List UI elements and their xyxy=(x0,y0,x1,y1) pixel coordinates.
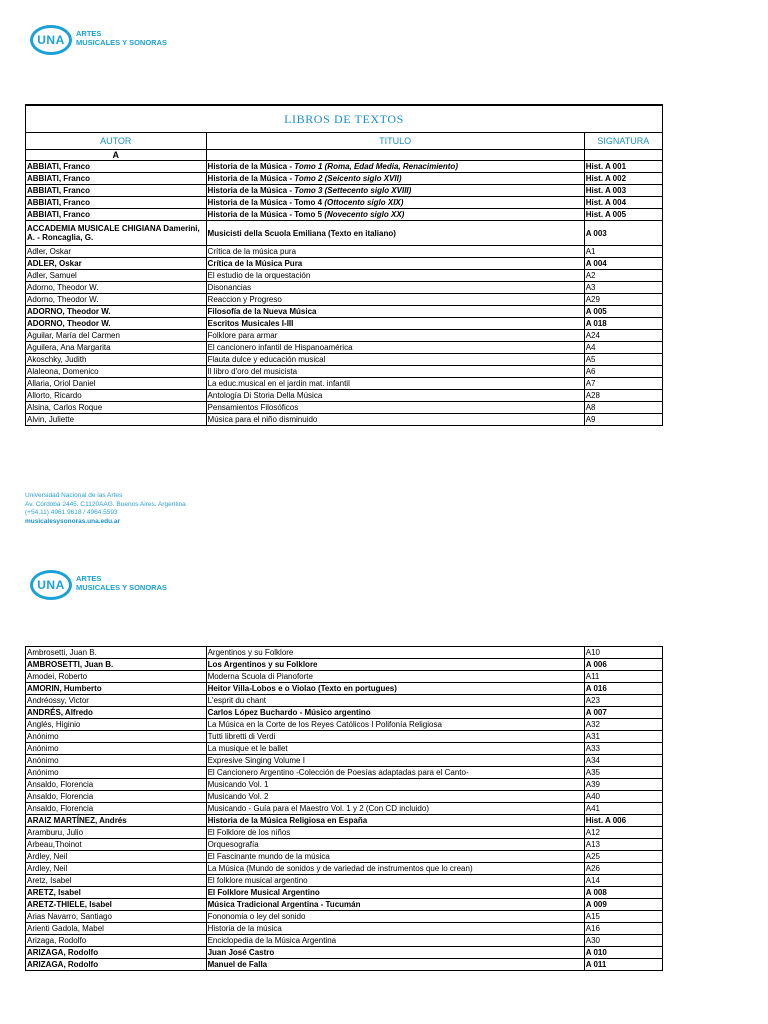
signature-cell: Hist. A 006 xyxy=(584,815,662,827)
author-cell: ABBIATI, Franco xyxy=(26,209,207,221)
title-cell: Musicando - Guía para el Maestro Vol. 1 y 2 (Con CD incluido) xyxy=(206,803,584,815)
title-text: Historia de la Música - xyxy=(207,161,295,171)
title-cell xyxy=(206,414,584,426)
title-cell xyxy=(206,330,584,342)
footer-name: Universidad Nacional de las Artes xyxy=(25,492,123,499)
brand-line-2: MUSICALES Y SONORAS xyxy=(76,583,167,592)
author-cell: Ardley, Neil xyxy=(26,863,207,875)
signature-cell: A8 xyxy=(584,402,662,414)
title-text: Escritos Musicales I-III xyxy=(207,318,294,328)
table-row xyxy=(26,647,663,659)
signature-cell: A33 xyxy=(584,743,662,755)
table-title: LIBROS DE TEXTOS xyxy=(26,105,663,133)
title-cell: Fononomia o ley del sonido xyxy=(206,911,584,923)
author-cell: Anónimo xyxy=(26,755,207,767)
table-row xyxy=(26,197,663,209)
signature-cell: Hist. A 002 xyxy=(584,173,662,185)
table-row xyxy=(26,342,663,354)
brand-line-1: ARTES xyxy=(76,574,102,583)
table-row xyxy=(26,185,663,197)
author-cell: Aretz, Isabel xyxy=(26,875,207,887)
signature-cell: A39 xyxy=(584,779,662,791)
title-text: Il libro d'oro del musicista xyxy=(207,366,298,376)
signature-cell: A11 xyxy=(584,671,662,683)
table-row xyxy=(26,923,663,935)
author-cell: Ansaldo, Florencia xyxy=(26,779,207,791)
signature-cell: A12 xyxy=(584,827,662,839)
title-text: La educ.musical en el jardin mat. infantil xyxy=(207,378,350,388)
author-cell: Anónimo xyxy=(26,767,207,779)
author-cell: Adorno, Theodor W. xyxy=(26,294,207,306)
title-cell: Tutti libretti di Verdi xyxy=(206,731,584,743)
table-row xyxy=(26,414,663,426)
signature-cell: A 016 xyxy=(584,683,662,695)
title-text: Música para el niño disminuido xyxy=(207,414,318,424)
signature-cell: A30 xyxy=(584,935,662,947)
author-cell: AMBROSETTI, Juan B. xyxy=(26,659,207,671)
table-row xyxy=(26,755,663,767)
table-row xyxy=(26,330,663,342)
author-cell: Ansaldo, Florencia xyxy=(26,803,207,815)
table-row xyxy=(26,863,663,875)
title-text: Historia de la Música - xyxy=(207,173,295,183)
title-cell: Orquesografía xyxy=(206,839,584,851)
table-row xyxy=(26,731,663,743)
table-row xyxy=(26,707,663,719)
table-row xyxy=(26,258,663,270)
title-cell: Música Tradicional Argentina - Tucumán xyxy=(206,899,584,911)
title-cell: La musique et le ballet xyxy=(206,743,584,755)
title-cell xyxy=(206,390,584,402)
table-row xyxy=(26,899,663,911)
table-row xyxy=(26,767,663,779)
author-cell: ARAIZ MARTÍNEZ, Andrés xyxy=(26,815,207,827)
signature-cell: A3 xyxy=(584,282,662,294)
author-cell: Ansaldo, Florencia xyxy=(26,791,207,803)
author-cell: AMORIN, Humberto xyxy=(26,683,207,695)
table-row xyxy=(26,935,663,947)
title-cell: La Música (Mundo de sonidos y de variedad de instrumentos que lo crean) xyxy=(206,863,584,875)
signature-cell: A2 xyxy=(584,270,662,282)
una-badge-icon: UNA xyxy=(30,570,72,600)
title-cell xyxy=(206,270,584,282)
title-cell: Los Argentinos y su Folklore xyxy=(206,659,584,671)
header-autor: AUTOR xyxy=(26,133,207,150)
title-text: Reaccion y Progreso xyxy=(207,294,282,304)
table-row xyxy=(26,815,663,827)
header-titulo: TITULO xyxy=(206,133,584,150)
table-row xyxy=(26,161,663,173)
footer-phone: (+54.11) 4961.9618 / 4964.5593 xyxy=(25,509,118,516)
signature-cell: A4 xyxy=(584,342,662,354)
author-cell: Arizaga, Rodolfo xyxy=(26,935,207,947)
author-cell: Amodei, Roberto xyxy=(26,671,207,683)
author-cell: Andréossy, Victor xyxy=(26,695,207,707)
author-cell: ARETZ, Isabel xyxy=(26,887,207,899)
author-cell: ACCADEMIA MUSICALE CHIGIANA Damerini, A. - Roncaglia, G. xyxy=(26,221,207,246)
signature-cell: A13 xyxy=(584,839,662,851)
title-cell: Juan José Castro xyxy=(206,947,584,959)
table-row xyxy=(26,695,663,707)
author-cell: ABBIATI, Franco xyxy=(26,185,207,197)
title-text: Disonancias xyxy=(207,282,252,292)
signature-cell: A23 xyxy=(584,695,662,707)
title-italic-text: Tomo 3 (Settecento siglo XVIII) xyxy=(294,185,412,195)
una-logo xyxy=(30,570,230,610)
signature-cell: A25 xyxy=(584,851,662,863)
signature-cell: Hist. A 004 xyxy=(584,197,662,209)
table-row xyxy=(26,366,663,378)
brand-line-2: MUSICALES Y SONORAS xyxy=(76,38,167,47)
title-cell: Historia de la música xyxy=(206,923,584,935)
title-cell: Manuel de Falla xyxy=(206,959,584,971)
author-cell: Arienti Gadola, Mabel xyxy=(26,923,207,935)
signature-cell: A1 xyxy=(584,246,662,258)
signature-cell: A 004 xyxy=(584,258,662,270)
title-cell: Historia de la Música Religiosa en España xyxy=(206,815,584,827)
author-cell: Aramburu, Julio xyxy=(26,827,207,839)
author-cell: Allaria, Oriol Daniel xyxy=(26,378,207,390)
signature-cell: A40 xyxy=(584,791,662,803)
table-row xyxy=(26,209,663,221)
table-row xyxy=(26,887,663,899)
author-cell: Alvin, Juliette xyxy=(26,414,207,426)
author-cell: ABBIATI, Franco xyxy=(26,161,207,173)
signature-cell: A 018 xyxy=(584,318,662,330)
title-cell: Argentinos y su Folklore xyxy=(206,647,584,659)
footer-address: Av. Córdoba 2445. C1120AAG. Buenos Aires. Argentina xyxy=(25,500,186,508)
title-cell: Expresive Singing Volume I xyxy=(206,755,584,767)
title-cell: El Folklore de los niños xyxy=(206,827,584,839)
author-cell: ARIZAGA, Rodolfo xyxy=(26,947,207,959)
una-logo xyxy=(30,25,230,65)
table-row xyxy=(26,318,663,330)
table-row xyxy=(26,246,663,258)
books-table-page-1 xyxy=(25,104,663,426)
signature-cell: Hist. A 001 xyxy=(584,161,662,173)
books-table-page-2 xyxy=(25,646,663,971)
title-cell xyxy=(206,246,584,258)
title-cell xyxy=(206,258,584,270)
signature-cell: A24 xyxy=(584,330,662,342)
table-row xyxy=(26,671,663,683)
signature-cell: A16 xyxy=(584,923,662,935)
title-cell: L'esprit du chant xyxy=(206,695,584,707)
signature-cell: A5 xyxy=(584,354,662,366)
author-cell: Adler, Oskar xyxy=(26,246,207,258)
brand-line-1: ARTES xyxy=(76,29,102,38)
signature-cell: Hist. A 005 xyxy=(584,209,662,221)
table-row xyxy=(26,791,663,803)
author-cell: ARETZ-THIELE, Isabel xyxy=(26,899,207,911)
table-row xyxy=(26,851,663,863)
title-cell: La Música en la Corte de los Reyes Católicos I Polifonía Religiosa xyxy=(206,719,584,731)
signature-cell: A 010 xyxy=(584,947,662,959)
author-cell: Aguilar, María del Carmen xyxy=(26,330,207,342)
signature-cell: A 006 xyxy=(584,659,662,671)
institution-footer xyxy=(25,492,325,526)
title-text: Historia de la Música - xyxy=(207,185,295,195)
table-row xyxy=(26,683,663,695)
signature-cell: A 007 xyxy=(584,707,662,719)
title-text: Flauta dulce y educación musical xyxy=(207,354,326,364)
signature-cell: A35 xyxy=(584,767,662,779)
table-row xyxy=(26,402,663,414)
title-cell xyxy=(206,354,584,366)
author-cell: Adler, Samuel xyxy=(26,270,207,282)
title-cell xyxy=(206,173,584,185)
author-cell: Aguilera, Ana Margarita xyxy=(26,342,207,354)
title-cell xyxy=(206,402,584,414)
title-text: Historia de la Música - Tomo 4 xyxy=(207,197,325,207)
signature-cell: A7 xyxy=(584,378,662,390)
title-cell xyxy=(206,209,584,221)
signature-cell: A10 xyxy=(584,647,662,659)
title-text: Pensamientos Filosóficos xyxy=(207,402,299,412)
signature-cell: A 003 xyxy=(584,221,662,246)
una-badge-icon: UNA xyxy=(30,25,72,55)
table-row xyxy=(26,947,663,959)
title-cell xyxy=(206,221,584,246)
title-cell xyxy=(206,366,584,378)
title-text: El estudio de la orquestación xyxy=(207,270,311,280)
title-text: El cancionero infantil de Hispanoamérica xyxy=(207,342,353,352)
table-row xyxy=(26,827,663,839)
author-cell: Anónimo xyxy=(26,731,207,743)
title-text: Folklore para armar xyxy=(207,330,278,340)
table-row xyxy=(26,173,663,185)
table-row xyxy=(26,306,663,318)
title-cell xyxy=(206,197,584,209)
signature-cell: A 008 xyxy=(584,887,662,899)
title-italic-text: Tomo 1 (Roma, Edad Media, Renacimiento) xyxy=(294,161,458,171)
title-cell xyxy=(206,318,584,330)
signature-cell: A34 xyxy=(584,755,662,767)
author-cell: Adorno, Theodor W. xyxy=(26,282,207,294)
title-text: Crítica de la música pura xyxy=(207,246,297,256)
author-cell: Ambrosetti, Juan B. xyxy=(26,647,207,659)
footer-website-link[interactable]: musicalesysonoras.una.edu.ar xyxy=(25,517,121,525)
author-cell: Alsina, Carlos Roque xyxy=(26,402,207,414)
title-italic-text: (Ottocento siglo XIX) xyxy=(324,197,404,207)
table-row xyxy=(26,779,663,791)
table-row xyxy=(26,390,663,402)
signature-cell: A31 xyxy=(584,731,662,743)
signature-cell: A 009 xyxy=(584,899,662,911)
author-cell: Arias Navarro, Santiago xyxy=(26,911,207,923)
title-text: Crítica de la Música Pura xyxy=(207,258,303,268)
title-cell xyxy=(206,294,584,306)
author-cell: Alaleona, Domenico xyxy=(26,366,207,378)
title-cell: Enciclopedia de la Música Argentina xyxy=(206,935,584,947)
author-cell: ADORNO, Theodor W. xyxy=(26,318,207,330)
signature-cell: A15 xyxy=(584,911,662,923)
header-signatura: SIGNATURA xyxy=(584,133,662,150)
title-italic-text: Tomo 2 (Seicento siglo XVII) xyxy=(294,173,402,183)
title-cell: El folklore musical argentino xyxy=(206,875,584,887)
author-cell: ABBIATI, Franco xyxy=(26,197,207,209)
title-italic-text: (Novecento siglo XX) xyxy=(324,209,405,219)
signature-cell: A28 xyxy=(584,390,662,402)
title-text: Antología Di Storia Della Música xyxy=(207,390,323,400)
table-row xyxy=(26,803,663,815)
title-cell xyxy=(206,342,584,354)
author-cell: Arbeau,Thoinot xyxy=(26,839,207,851)
title-cell xyxy=(206,161,584,173)
signature-cell: A26 xyxy=(584,863,662,875)
table-row xyxy=(26,959,663,971)
author-cell: Allorto, Ricardo xyxy=(26,390,207,402)
author-cell: ADLER, Oskar xyxy=(26,258,207,270)
title-cell: El Folklore Musical Argentino xyxy=(206,887,584,899)
title-cell xyxy=(206,378,584,390)
author-cell: Anónimo xyxy=(26,743,207,755)
title-cell: Heitor Villa-Lobos e o Violao (Texto en portugues) xyxy=(206,683,584,695)
title-cell: El Cancionero Argentino -Colección de Poesías adaptadas para el Canto- xyxy=(206,767,584,779)
table-row xyxy=(26,839,663,851)
title-text: Historia de la Música - Tomo 5 xyxy=(207,209,325,219)
signature-cell: A6 xyxy=(584,366,662,378)
author-cell: ADORNO, Theodor W. xyxy=(26,306,207,318)
title-cell xyxy=(206,282,584,294)
table-row xyxy=(26,282,663,294)
title-cell xyxy=(206,185,584,197)
author-cell: ABBIATI, Franco xyxy=(26,173,207,185)
title-text: Filosofía de la Nueva Música xyxy=(207,306,317,316)
author-cell: Ardley, Neil xyxy=(26,851,207,863)
table-row xyxy=(26,659,663,671)
table-row xyxy=(26,378,663,390)
title-cell: Carlos López Buchardo - Músico argentino xyxy=(206,707,584,719)
letter-section: A xyxy=(26,150,207,161)
table-row xyxy=(26,875,663,887)
table-row xyxy=(26,719,663,731)
signature-cell: A14 xyxy=(584,875,662,887)
title-cell: Musicando Vol. 1 xyxy=(206,779,584,791)
title-cell: Moderna Scuola di Pianoforte xyxy=(206,671,584,683)
author-cell: ANDRÉS, Alfredo xyxy=(26,707,207,719)
title-cell: Musicando Vol. 2 xyxy=(206,791,584,803)
signature-cell: A 005 xyxy=(584,306,662,318)
table-row xyxy=(26,354,663,366)
signature-cell: A41 xyxy=(584,803,662,815)
signature-cell: A9 xyxy=(584,414,662,426)
table-row xyxy=(26,270,663,282)
signature-cell: A32 xyxy=(584,719,662,731)
title-text: Musicisti della Scuola Emiliana (Texto en italiano) xyxy=(207,228,396,238)
signature-cell: A 011 xyxy=(584,959,662,971)
table-row xyxy=(26,911,663,923)
author-cell: Akoschky, Judith xyxy=(26,354,207,366)
author-cell: ARIZAGA, Rodolfo xyxy=(26,959,207,971)
table-row xyxy=(26,743,663,755)
signature-cell: Hist. A 003 xyxy=(584,185,662,197)
table-row xyxy=(26,294,663,306)
signature-cell: A29 xyxy=(584,294,662,306)
title-cell xyxy=(206,306,584,318)
title-cell: El Fascinante mundo de la música xyxy=(206,851,584,863)
table-row xyxy=(26,221,663,246)
author-cell: Anglés, Higinio xyxy=(26,719,207,731)
